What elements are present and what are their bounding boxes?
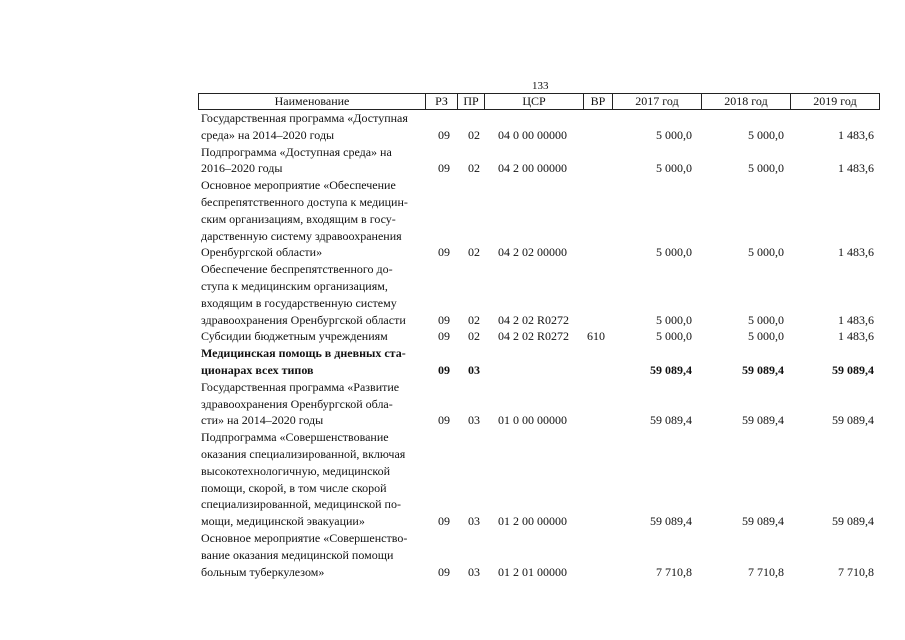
row-csr: 04 2 00 00000 [498,161,567,176]
row-pr: 02 [468,312,480,327]
row-pr: 03 [468,362,480,377]
table-row [198,328,880,345]
row-name: Подпрограмма «Доступная среда» на 2016–2020 годы [201,144,392,176]
row-2017: 5 000,0 [656,329,692,344]
budget-table [198,93,880,580]
row-2019: 1 483,6 [838,161,874,176]
row-pr: 02 [468,245,480,260]
row-2019: 59 089,4 [832,413,874,428]
row-2018: 5 000,0 [748,161,784,176]
row-csr: 01 2 01 00000 [498,564,567,579]
header-csr: ЦСР [522,94,546,108]
row-rz: 09 [438,564,450,579]
header-rz: РЗ [435,94,448,108]
row-2018: 5 000,0 [748,329,784,344]
row-csr: 04 0 00 00000 [498,127,567,142]
row-rz: 09 [438,329,450,344]
row-rz: 09 [438,413,450,428]
row-2017: 59 089,4 [650,514,692,529]
row-2019: 1 483,6 [838,329,874,344]
row-name: Государственная программа «Развитие здравоохранения Оренбургской обла- сти» на 2014–2020 годы [201,379,400,428]
page-number: 133 [532,80,549,92]
row-2017: 5 000,0 [656,161,692,176]
row-vr: 610 [587,329,605,344]
row-name: Медицинская помощь в дневных ста- ционарах всех типов [201,346,406,377]
row-csr: 01 2 00 00000 [498,514,567,529]
row-name: Основное мероприятие «Обеспечение беспрепятственного доступа к медицин- ским организациям, входящим в госу- дарственную систему здравоохранения Оренбургской области» [201,178,408,260]
row-2017: 5 000,0 [656,312,692,327]
header-name: Наименование [274,94,350,108]
table-row-section [198,345,880,379]
row-rz: 09 [438,362,450,377]
row-rz: 09 [438,245,450,260]
table-header [198,93,880,110]
row-2019: 59 089,4 [832,514,874,529]
row-csr: 04 2 02 R0272 [498,312,570,327]
row-2019: 1 483,6 [838,127,874,142]
row-2019: 59 089,4 [832,362,874,377]
row-pr: 03 [468,514,480,529]
table-row [198,379,880,429]
row-rz: 09 [438,312,450,327]
row-rz: 09 [438,514,450,529]
header-pr: ПР [463,94,479,108]
table-row [198,110,880,144]
header-2017: 2017 год [635,94,679,108]
row-2018: 59 089,4 [742,514,784,529]
row-2019: 1 483,6 [838,245,874,260]
row-2018: 59 089,4 [742,362,784,377]
row-2019: 1 483,6 [838,312,874,327]
header-vr: ВР [590,94,606,108]
table-row [198,261,880,328]
row-pr: 02 [468,127,480,142]
row-pr: 03 [468,564,480,579]
row-2017: 5 000,0 [656,127,692,142]
row-name: Основное мероприятие «Совершенство- вание оказания медицинской помощи больным туберкулезом» [201,530,408,579]
row-csr: 04 2 02 00000 [498,245,567,260]
header-2018: 2018 год [724,94,768,108]
row-2018: 5 000,0 [748,127,784,142]
row-name: Государственная программа «Доступная среда» на 2014–2020 годы [201,111,408,142]
row-2017: 59 089,4 [650,362,692,377]
table-row [198,177,880,261]
row-name: Подпрограмма «Совершенствование оказания специализированной, включая высокотехнологичную, медицинской помощи, скорой, в том числе скорой специализированной, медицинской по- мощи, медицинской эвакуации» [201,430,406,529]
row-pr: 02 [468,329,480,344]
table-row [198,530,880,580]
row-2017: 7 710,8 [656,564,692,579]
row-2019: 7 710,8 [838,564,874,579]
row-rz: 09 [438,127,450,142]
row-pr: 03 [468,413,480,428]
row-2018: 5 000,0 [748,245,784,260]
row-csr: 04 2 02 R0272 [498,329,570,344]
row-2018: 59 089,4 [742,413,784,428]
header-2019: 2019 год [813,94,857,108]
row-name: Обеспечение беспрепятственного до- ступа к медицинским организациям, входящим в государственную систему здравоохранения Оренбургской области [201,262,406,327]
table-row [198,144,880,178]
table-row [198,429,880,530]
row-2018: 5 000,0 [748,312,784,327]
row-csr: 01 0 00 00000 [498,413,567,428]
row-2017: 59 089,4 [650,413,692,428]
row-rz: 09 [438,161,450,176]
row-name: Субсидии бюджетным учреждениям [201,329,388,344]
row-2017: 5 000,0 [656,245,692,260]
row-2018: 7 710,8 [748,564,784,579]
row-pr: 02 [468,161,480,176]
